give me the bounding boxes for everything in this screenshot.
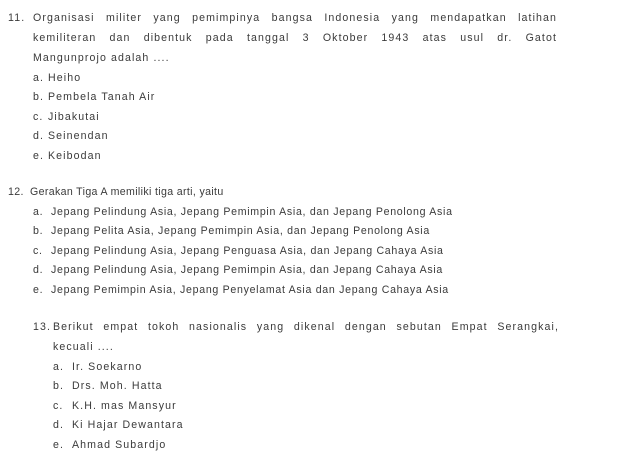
option-text: Drs. Moh. Hatta [72,380,163,392]
option-text: Heiho [48,72,82,84]
question-number: 13. [33,321,52,333]
option-text: Jepang Pelindung Asia, Jepang Penguasa Asia, dan Jepang Cahaya Asia [51,245,444,257]
option-letter: b. [33,225,44,237]
option-letter: b. [53,380,65,392]
option-letter: d. [33,130,45,142]
option-letter: a. [53,361,65,373]
option-text: Jibakutai [48,111,100,123]
question-stem-line: Berikut empat tokoh nasionalis yang dikenal dengan sebutan Empat Serangkai, [53,321,559,333]
option-text: Ki Hajar Dewantara [72,419,184,431]
option-text: Pembela Tanah Air [48,91,156,103]
question-stem-line: Gerakan Tiga A memiliki tiga arti, yaitu [30,186,224,198]
question-stem-line: kecuali .... [53,341,114,353]
option-text: Keibodan [48,150,102,162]
question-stem-line: kemiliteran dan dibentuk pada tanggal 3 Oktober 1943 atas usul dr. Gatot [33,32,557,44]
option-letter: c. [53,400,64,412]
option-text: Ahmad Subardjo [72,439,167,451]
option-letter: e. [33,150,45,162]
option-letter: b. [33,91,45,103]
option-text: Seinendan [48,130,109,142]
question-stem-line: Mangunprojo adalah .... [33,52,170,64]
option-text: Jepang Pelindung Asia, Jepang Pemimpin Asia, dan Jepang Cahaya Asia [51,264,444,276]
option-letter: c. [33,245,43,257]
option-letter: a. [33,206,44,218]
option-letter: e. [53,439,65,451]
option-text: Jepang Pelindung Asia, Jepang Pemimpin Asia, dan Jepang Penolong Asia [51,206,453,218]
option-letter: e. [33,284,44,296]
option-text: K.H. mas Mansyur [72,400,177,412]
option-text: Ir. Soekarno [72,361,143,373]
question-number: 11. [8,12,26,24]
option-letter: a. [33,72,45,84]
question-number: 12. [8,186,24,198]
option-text: Jepang Pelita Asia, Jepang Pemimpin Asia, dan Jepang Penolong Asia [51,225,430,237]
question-stem-line: Organisasi militer yang pemimpinya bangsa Indonesia yang mendapatkan latihan [33,12,557,24]
option-text: Jepang Pemimpin Asia, Jepang Penyelamat Asia dan Jepang Cahaya Asia [51,284,449,296]
option-letter: d. [53,419,65,431]
option-letter: c. [33,111,44,123]
option-letter: d. [33,264,44,276]
